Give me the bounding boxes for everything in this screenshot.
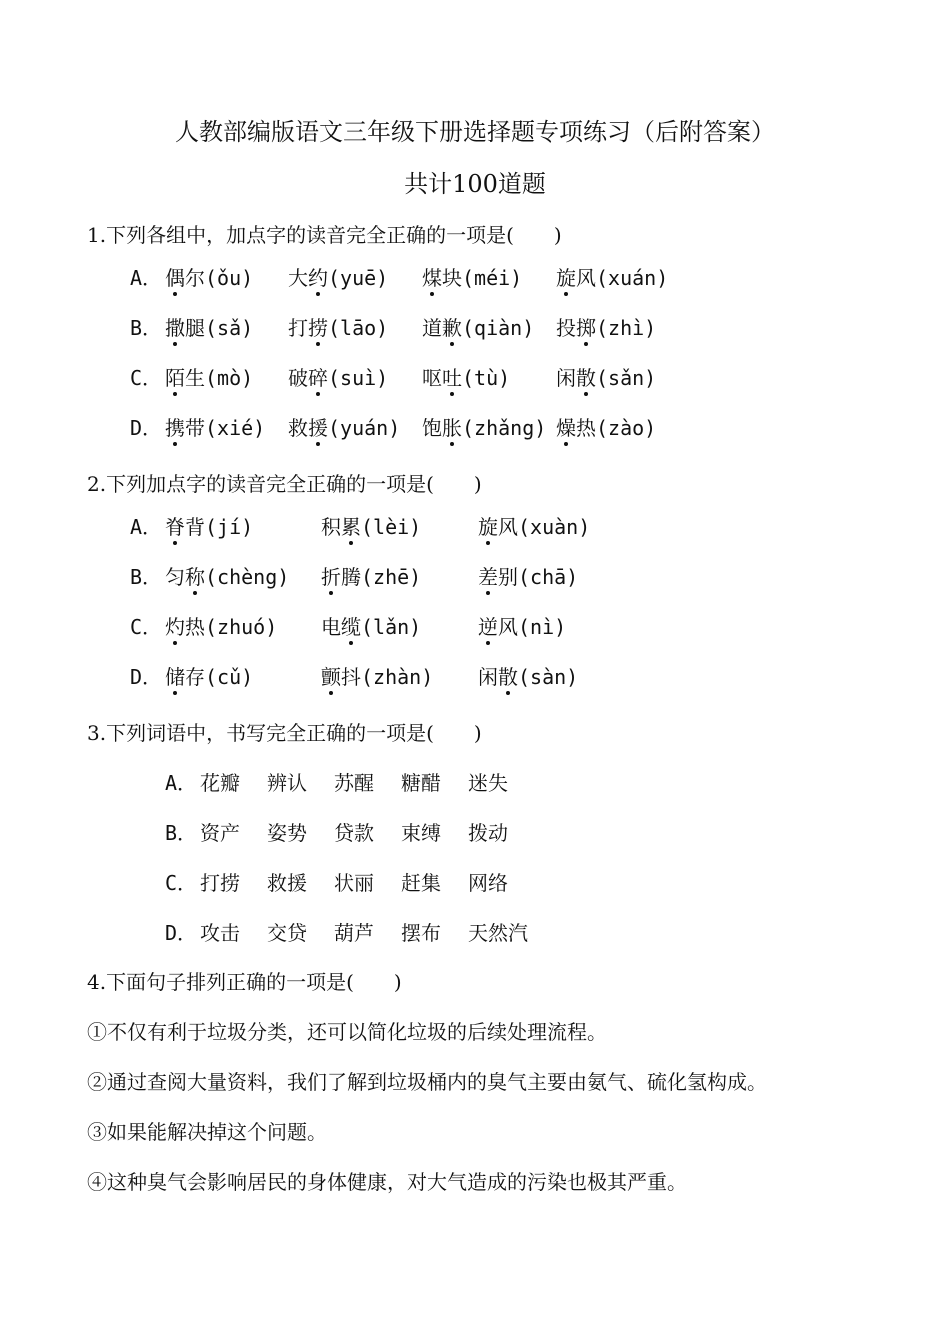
item-suffix: 抖(zhàn) [341,665,434,689]
question-3-stem: 3.下列词语中，书写完全正确的一项是( ) [87,721,482,745]
option-item [321,563,421,591]
dotted-character: 逆 [478,615,498,639]
item-suffix: (chèng) [205,565,290,589]
item-suffix: (suì) [328,366,389,390]
item-suffix: (zhì) [596,316,657,340]
option-label: B． [165,821,198,845]
dotted-character: 储 [165,665,185,689]
item-suffix: 腿(sǎ) [185,316,254,340]
item-suffix: 热(zhuó) [185,615,278,639]
item-prefix: 积 [321,515,341,539]
dotted-character: 煤 [422,266,442,290]
item-prefix: 救 [288,416,308,440]
option-item [478,613,566,641]
dotted-character: 累 [341,515,361,539]
item-suffix: (tù) [462,366,511,390]
option-item [165,563,289,591]
item-prefix: 大 [288,266,308,290]
item-suffix: 块(méi) [442,266,523,290]
dotted-character: 缆 [341,615,361,639]
item-prefix: 电 [321,615,341,639]
option-word: 攻击 [200,921,240,945]
option-label: C． [130,615,163,639]
option-word: 花瓣 [200,771,240,795]
option-item [556,364,656,392]
option-item [556,264,668,292]
dotted-character: 援 [308,416,328,440]
option-word: 束缚 [401,821,441,845]
option-word: 迷失 [468,771,508,795]
dotted-character: 脊 [165,515,185,539]
item-suffix: 生(mò) [185,366,254,390]
item-prefix: 闲 [556,366,576,390]
dotted-character: 陌 [165,366,185,390]
option-item [165,663,253,691]
question-2-stem: 2.下列加点字的读音完全正确的一项是( ) [87,472,482,496]
question-4-sentence-3: ③如果能解决掉这个问题。 [87,1120,327,1144]
dotted-character: 灼 [165,615,185,639]
option-label: B． [130,316,163,340]
option-word: 天然汽 [468,921,528,945]
item-suffix: (qiàn) [462,316,535,340]
question-1-stem: 1.下列各组中，加点字的读音完全正确的一项是( ) [87,223,562,247]
question-4-sentence-4: ④这种臭气会影响居民的身体健康，对大气造成的污染也极其严重。 [87,1170,687,1194]
document-title: 人教部编版语文三年级下册选择题专项练习（后附答案） [175,118,775,146]
item-suffix: 风(nì) [498,615,567,639]
option-item [321,613,421,641]
option-item [422,364,510,392]
option-item [321,513,421,541]
option-word: 糖醋 [401,771,441,795]
question-4-sentence-2: ②通过查阅大量资料，我们了解到垃圾桶内的臭气主要由氨气、硫化氢构成。 [87,1070,767,1094]
item-suffix: 尔(ǒu) [185,266,254,290]
dotted-character: 约 [308,266,328,290]
dotted-character: 碎 [308,366,328,390]
dotted-character: 旋 [556,266,576,290]
option-item [165,513,253,541]
option-label: A． [130,515,163,539]
dotted-character: 称 [185,565,205,589]
option-item [556,314,656,342]
option-word: 葫芦 [334,921,374,945]
option-label: A． [130,266,163,290]
item-prefix: 破 [288,366,308,390]
option-item [165,414,265,442]
option-word: 交贷 [267,921,307,945]
dotted-character: 歉 [442,316,462,340]
dotted-character: 折 [321,565,341,589]
option-word: 赶集 [401,871,441,895]
option-word: 打捞 [200,871,240,895]
dotted-character: 吐 [442,366,462,390]
item-prefix: 呕 [422,366,442,390]
item-suffix: 风(xuán) [576,266,669,290]
item-suffix: 风(xuàn) [498,515,591,539]
dotted-character: 燥 [556,416,576,440]
option-word: 救援 [267,871,307,895]
item-suffix: 存(cǔ) [185,665,254,689]
item-prefix: 打 [288,316,308,340]
item-prefix: 饱 [422,416,442,440]
option-word: 拨动 [468,821,508,845]
item-suffix: (yuán) [328,416,401,440]
item-suffix: (lèi) [361,515,422,539]
option-item [288,364,388,392]
option-label: D． [130,665,163,689]
option-word: 状丽 [334,871,374,895]
option-word: 苏醒 [334,771,374,795]
dotted-character: 胀 [442,416,462,440]
item-prefix: 闲 [478,665,498,689]
option-label: C． [165,871,198,895]
option-word: 摆布 [401,921,441,945]
question-4-sentence-1: ①不仅有利于垃圾分类，还可以简化垃圾的后续处理流程。 [87,1020,607,1044]
item-suffix: (yuē) [328,266,389,290]
dotted-character: 捞 [308,316,328,340]
item-suffix: (sǎn) [596,366,657,390]
option-item [422,314,534,342]
item-suffix: (sàn) [518,665,579,689]
option-label: C． [130,366,163,390]
item-prefix: 道 [422,316,442,340]
option-word: 姿势 [267,821,307,845]
option-item [165,364,253,392]
item-prefix: 匀 [165,565,185,589]
option-item [478,663,578,691]
option-item [165,264,253,292]
dotted-character: 掷 [576,316,596,340]
option-word: 辨认 [267,771,307,795]
option-word: 网络 [468,871,508,895]
dotted-character: 颤 [321,665,341,689]
option-item [288,414,400,442]
item-suffix: 腾(zhē) [341,565,422,589]
option-label: B． [130,565,163,589]
option-item [165,613,277,641]
document-subtitle: 共计100道题 [404,170,546,198]
dotted-character: 旋 [478,515,498,539]
dotted-character: 携 [165,416,185,440]
option-item [165,314,253,342]
item-suffix: 热(zào) [576,416,657,440]
option-word: 资产 [200,821,240,845]
option-item [422,264,522,292]
dotted-character: 散 [576,366,596,390]
item-suffix: 背(jí) [185,515,254,539]
option-item [321,663,433,691]
item-suffix: 带(xié) [185,416,266,440]
item-suffix: 别(chā) [498,565,579,589]
dotted-character: 撒 [165,316,185,340]
dotted-character: 差 [478,565,498,589]
item-suffix: (lāo) [328,316,389,340]
item-suffix: (lǎn) [361,615,422,639]
option-item [422,414,546,442]
dotted-character: 散 [498,665,518,689]
option-item [478,563,578,591]
option-item [288,314,388,342]
option-item [478,513,590,541]
option-label: D． [130,416,163,440]
option-label: A． [165,771,198,795]
option-item [556,414,656,442]
option-word: 贷款 [334,821,374,845]
item-suffix: (zhǎng) [462,416,547,440]
dotted-character: 偶 [165,266,185,290]
option-item [288,264,388,292]
option-label: D． [165,921,198,945]
question-4-stem: 4.下面句子排列正确的一项是( ) [87,970,402,994]
item-prefix: 投 [556,316,576,340]
